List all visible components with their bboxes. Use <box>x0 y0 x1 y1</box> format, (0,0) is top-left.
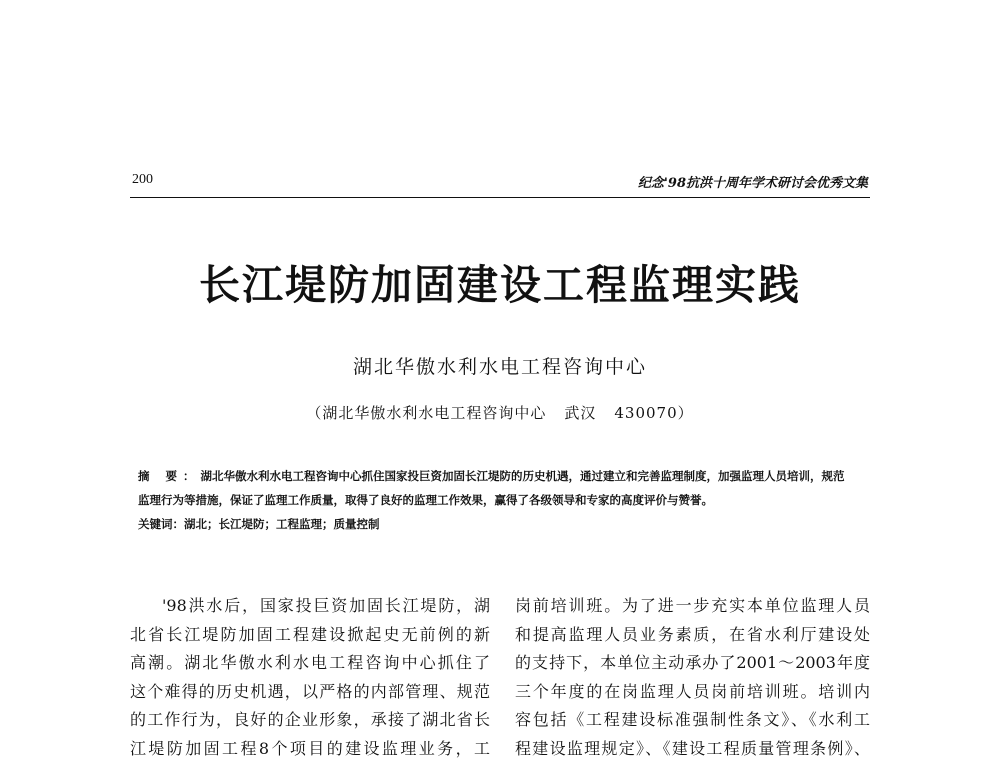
affiliation-postcode: 430070） <box>614 404 693 422</box>
body-line: 这个难得的历史机遇，以严格的内部管理、规范 <box>130 678 490 707</box>
body-line: '98洪水后，国家投巨资加固长江堤防，湖 <box>130 592 490 621</box>
body-line: 三个年度的在岗监理人员岗前培训班。培训内 <box>515 678 870 707</box>
body-line: 高潮。湖北华傲水利水电工程咨询中心抓住了 <box>130 649 490 678</box>
body-columns <box>130 592 870 760</box>
header-rule <box>130 197 870 198</box>
body-line: 岗前培训班。为了进一步充实本单位监理人员 <box>515 592 870 621</box>
abstract-block <box>138 464 854 536</box>
body-line: 北省长江堤防加固工程建设掀起史无前例的新 <box>130 621 490 650</box>
abstract-label: 摘 要： <box>138 469 201 483</box>
keywords-label: 关键词： <box>138 517 184 531</box>
body-line: 江堤防加固工程8个项目的建设监理业务，工 <box>130 735 490 763</box>
body-line: 的工作行为，良好的企业形象，承接了湖北省长 <box>130 706 490 735</box>
series-title: 纪念'98抗洪十周年学术研讨会优秀文集 <box>638 172 868 191</box>
article-title: 长江堤防加固建设工程监理实践 <box>0 252 1000 311</box>
body-line: 的支持下，本单位主动承办了2001～2003年度 <box>515 649 870 678</box>
body-line: 程建设监理规定》、《建设工程质量管理条例》、 <box>515 735 870 763</box>
author-line: 湖北华傲水利水电工程咨询中心 <box>0 352 1000 379</box>
page-number: 200 <box>132 172 153 188</box>
body-line: 容包括《工程建设标准强制性条文》、《水利工 <box>515 706 870 735</box>
abstract-paragraph <box>138 464 854 512</box>
body-column-left <box>130 592 490 763</box>
affiliation-city: 武汉 <box>564 404 596 422</box>
body-column-right <box>515 592 870 763</box>
abstract-text: 湖北华傲水利水电工程咨询中心抓住国家投巨资加固长江堤防的历史机遇，通过建立和完善监理制度，加强监理人员培训，规范监理行为等措施，保证了监理工作质量，取得了良好的监理工作效果，赢得了各级领导和专家的高度评价与赞誉。 <box>138 469 845 507</box>
affiliation-line <box>0 402 1000 423</box>
body-line: 和提高监理人员业务素质，在省水利厅建设处 <box>515 621 870 650</box>
keywords-paragraph <box>138 512 854 536</box>
running-header <box>130 170 870 194</box>
keywords-text: 湖北；长江堤防；工程监理；质量控制 <box>184 517 380 531</box>
affiliation-org: （湖北华傲水利水电工程咨询中心 <box>306 404 546 422</box>
